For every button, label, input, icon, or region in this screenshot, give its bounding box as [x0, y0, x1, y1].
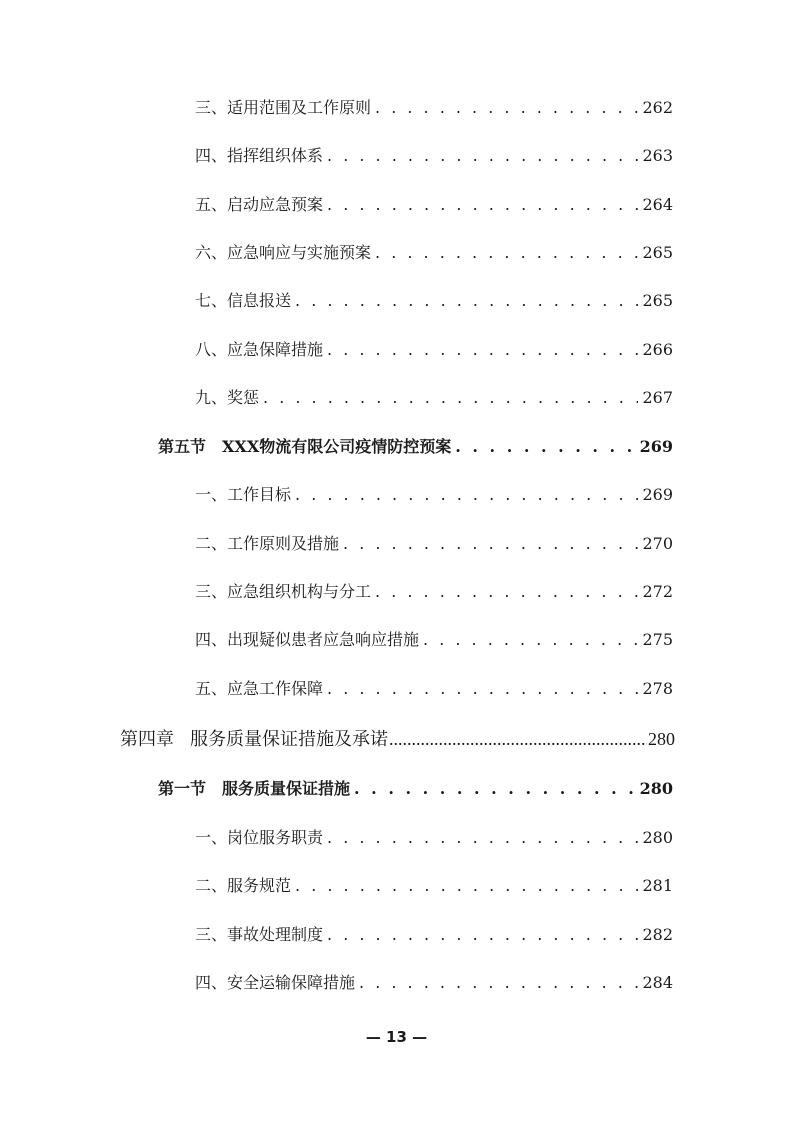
toc-chapter-label: 第四章 — [120, 729, 174, 749]
toc-entry[interactable] — [195, 192, 673, 220]
toc-entry[interactable] — [195, 337, 673, 365]
toc-dot-leader — [327, 340, 638, 359]
toc-dot-leader — [295, 876, 638, 895]
toc-entry[interactable] — [195, 579, 673, 607]
toc-entry-title: 五、启动应急预案 — [195, 195, 324, 214]
toc-entry-title: 三、事故处理制度 — [195, 925, 324, 944]
toc-entry-page: 280 — [642, 828, 673, 847]
page-number-footer: — 13 — — [365, 1028, 428, 1046]
toc-dot-leader — [295, 291, 638, 310]
toc-dot-leader — [389, 729, 647, 750]
toc-entry[interactable] — [195, 627, 673, 655]
toc-entry-title: 三、应急组织机构与分工 — [195, 582, 372, 601]
toc-dot-leader — [327, 195, 638, 214]
toc-section-label: 第五节 — [158, 437, 207, 456]
toc-entry-title: 二、工作原则及措施 — [195, 534, 340, 553]
toc-entry-page: 269 — [642, 485, 673, 504]
toc-entry[interactable] — [195, 531, 673, 559]
toc-entry[interactable] — [195, 482, 673, 510]
toc-entry-title: 四、安全运输保障措施 — [195, 973, 356, 992]
toc-dot-leader — [423, 630, 638, 649]
toc-dot-leader — [343, 534, 638, 553]
toc-dot-leader — [375, 582, 638, 601]
toc-entry-title: 四、出现疑似患者应急响应措施 — [195, 630, 420, 649]
toc-entry-title: 六、应急响应与实施预案 — [195, 243, 372, 262]
toc-entry-title: 九、奖惩 — [195, 388, 260, 407]
toc-entry-page: 278 — [642, 679, 673, 698]
toc-dot-leader — [375, 243, 638, 262]
toc-entry-page: 265 — [642, 243, 673, 262]
toc-entry-title: 二、服务规范 — [195, 876, 292, 895]
toc-entry-title: 八、应急保障措施 — [195, 340, 324, 359]
toc-entry-title: 一、工作目标 — [195, 485, 292, 504]
toc-entry-page: 282 — [642, 925, 673, 944]
toc-entry-page: 280 — [639, 779, 673, 798]
toc-section-title-group — [158, 434, 451, 457]
toc-chapter-entry[interactable] — [120, 725, 675, 753]
toc-entry[interactable] — [195, 385, 673, 413]
toc-entry-title: 七、信息报送 — [195, 291, 292, 310]
toc-entry-title: 一、岗位服务职责 — [195, 828, 324, 847]
toc-dot-leader — [354, 779, 636, 798]
toc-section-label: 第一节 — [158, 779, 207, 798]
toc-entry-page: 263 — [642, 146, 673, 165]
toc-entry-page: 265 — [642, 291, 673, 310]
toc-entry[interactable] — [195, 288, 673, 316]
toc-dot-leader — [359, 973, 638, 992]
toc-entry[interactable] — [195, 873, 673, 901]
toc-section-title: 服务质量保证措施 — [222, 779, 351, 798]
toc-entry-title: 四、指挥组织体系 — [195, 146, 324, 165]
toc-entry[interactable] — [195, 240, 673, 268]
toc-dot-leader — [327, 828, 638, 847]
toc-entry-title: 三、适用范围及工作原则 — [195, 98, 372, 117]
toc-entry-page: 262 — [642, 98, 673, 117]
toc-entry-page: 270 — [642, 534, 673, 553]
toc-entry-page: 269 — [639, 437, 673, 456]
toc-entry-page: 284 — [642, 973, 673, 992]
toc-dot-leader — [295, 485, 638, 504]
toc-section-title: XXX物流有限公司疫情防控预案 — [222, 437, 452, 456]
toc-entry-page: 266 — [642, 340, 673, 359]
toc-entry[interactable] — [195, 676, 673, 704]
toc-entry-page: 264 — [642, 195, 673, 214]
toc-entry[interactable] — [195, 922, 673, 950]
toc-entry[interactable] — [195, 825, 673, 853]
toc-chapter-title: 服务质量保证措施及承诺 — [190, 729, 388, 749]
toc-dot-leader — [455, 437, 635, 456]
toc-entry-page: 272 — [642, 582, 673, 601]
toc-chapter-title-group — [120, 725, 388, 751]
toc-section-entry[interactable] — [158, 434, 673, 462]
toc-dot-leader — [263, 388, 638, 407]
toc-entry-title: 五、应急工作保障 — [195, 679, 324, 698]
toc-entry[interactable] — [195, 95, 673, 123]
toc-entry-page: 281 — [642, 876, 673, 895]
toc-dot-leader — [327, 925, 638, 944]
toc-dot-leader — [327, 146, 638, 165]
toc-section-title-group — [158, 776, 350, 799]
toc-dot-leader — [327, 679, 638, 698]
toc-entry[interactable] — [195, 970, 673, 998]
toc-dot-leader — [375, 98, 638, 117]
toc-section-entry[interactable] — [158, 776, 673, 804]
toc-entry-page: 275 — [642, 630, 673, 649]
toc-entry[interactable] — [195, 143, 673, 171]
toc-entry-page: 267 — [642, 388, 673, 407]
toc-entry-page: 280 — [648, 729, 675, 749]
